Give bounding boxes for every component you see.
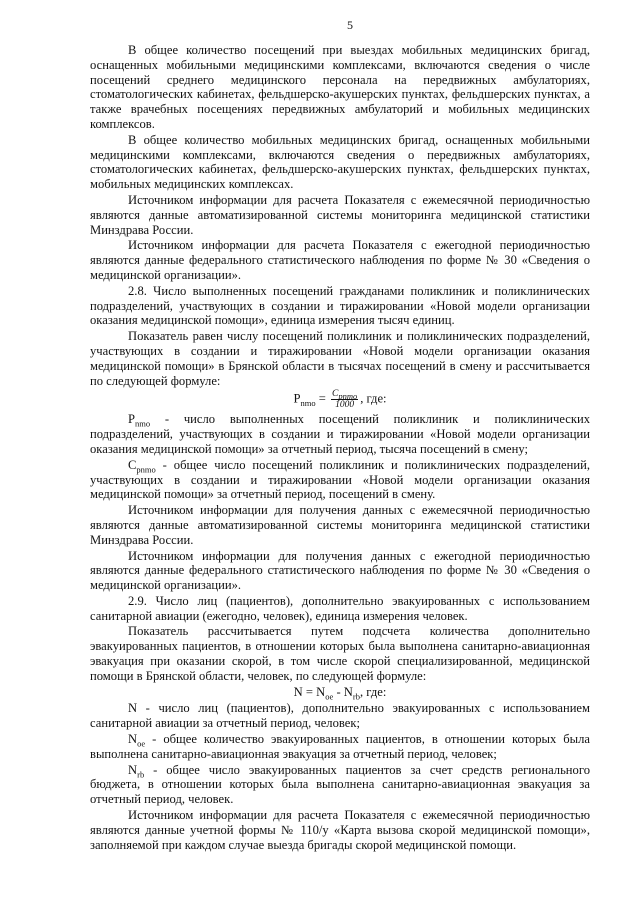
formula-tail: , где:: [360, 391, 387, 406]
paragraph: Источником информации для получения данных с ежегодной периодичностью являются данные федерального статистического наблюдения по форме № 30 «Сведения о медицинской организации».: [90, 548, 590, 593]
document-body: [90, 43, 590, 852]
page-number: 5: [347, 18, 353, 32]
paragraph: Источником информации для расчета Показателя с ежемесячной периодичностью являются данные автоматизированной системы мониторинга медицинской статистики Минздрава России.: [90, 192, 590, 237]
formula-n: [90, 685, 590, 700]
paragraph: Источником информации для расчета Показателя с ежегодной периодичностью являются данные федерального статистического наблюдения по форме № 30 «Сведения о медицинской организации».: [90, 238, 590, 282]
paragraph: Показатель рассчитывается путем подсчета количества дополнительно эвакуированных пациентов, в отношении которых была выполнена санитарно-авиационная эвакуация при оказании скорой, в том числе скорой специализированной, медицинской помощи в Брянской области, человек, по следующей формуле:: [90, 624, 590, 683]
definition-symbol: P: [128, 412, 136, 427]
formula-operator: =: [302, 684, 317, 699]
fraction-numerator: [331, 389, 358, 400]
definition-c-pnmo: [90, 458, 590, 502]
definition-text: - число выполненных посещений поликлиник и поликлинических подразделений, участвующих в создании и тиражировании «Новой модели организации оказания медицинской помощи» за отчетный период, тысяча посещений в смену;: [90, 412, 590, 456]
formula-p-nmo: [90, 389, 590, 410]
definition-subscript: oe: [137, 738, 146, 749]
definition-subscript: rb: [137, 769, 145, 780]
formula-symbol: N: [343, 684, 353, 699]
definition-text: - общее количество эвакуированных пациентов, в отношении которых была выполнена санитарно-авиационная эвакуация за отчетный период, человек;: [90, 732, 590, 761]
paragraph: Источником информации для расчета Показателя с ежемесячной периодичностью являются данные учетной формы № 110/у «Карта вызова скорой медицинской помощи», заполняемой при каждом случае выезда бригады скорой медицинской помощи.: [90, 808, 590, 852]
definition-subscript: pnmo: [136, 464, 156, 475]
formula-symbol: N: [316, 684, 326, 699]
formula-tail: , где:: [360, 684, 387, 699]
definition-text: - общее число эвакуированных пациентов за счет средств регионального бюджета, в отношении которых была выполнена санитарно-авиационная эвакуация за отчетный период, человек.: [90, 762, 590, 807]
definition-symbol: N: [128, 762, 138, 777]
formula-operator: =: [315, 391, 329, 406]
section-2-8-heading: 2.8. Число выполненных посещений гражданами поликлиник и поликлинических подразделений, участвующих в создании и тиражировании «Новой модели организации оказания медицинской помощи», единица измерения тысяч единиц.: [90, 283, 590, 328]
definition-text: - общее число посещений поликлиник и поликлинических подразделений, участвующих в создании и тиражировании «Новой модели организации оказания медицинской помощи» за отчетный период, посещений в смену.: [90, 457, 590, 502]
definition-n: [90, 701, 590, 731]
definition-subscript: nmo: [135, 418, 151, 429]
formula-operator: -: [333, 684, 344, 699]
formula-subscript: nmo: [300, 398, 316, 409]
definition-text: - число лиц (пациентов), дополнительно эвакуированных с использованием санитарной авиации за отчетный период, человек;: [90, 701, 590, 731]
definition-n-oe: [90, 732, 590, 762]
paragraph: В общее количество посещений при выездах мобильных медицинских бригад, оснащенных мобильными медицинскими комплексами, включаются сведения о числе посещений среднего медицинского персонала на передвижных амбулаториях, стоматологических кабинетах, фельдшерско-акушерских пунктах, фельдшерских пунктах, а также врачебных посещениях передвижных амбулаторий и мобильных медицинских комплексов.: [90, 43, 590, 131]
section-2-9-heading: 2.9. Число лиц (пациентов), дополнительно эвакуированных с использованием санитарной авиации (ежегодно, человек), единица измерения человек.: [90, 593, 590, 623]
numerator-symbol: C: [331, 389, 339, 400]
formula-subscript: oe: [325, 691, 334, 702]
formula-fraction: [331, 389, 358, 410]
definition-symbol: N: [128, 701, 138, 716]
formula-symbol: N: [293, 684, 303, 699]
formula-subscript: rb: [352, 691, 360, 702]
paragraph: Источником информации для получения данных с ежемесячной периодичностью являются данные автоматизированной системы мониторинга медицинской статистики Минздрава России.: [90, 503, 590, 547]
numerator-subscript: pnmo: [338, 391, 358, 402]
definition-p-nmo: [90, 412, 590, 456]
definition-n-rb: [90, 763, 590, 807]
fraction-denominator: 1000: [335, 400, 355, 411]
definition-symbol: C: [128, 457, 137, 472]
paragraph: Показатель равен числу посещений поликлиник и поликлинических подразделений, участвующих в создании и тиражировании «Новой модели организации оказания медицинской помощи» в Брянской области в тысячах посещений в смену и рассчитывается по следующей формуле:: [90, 329, 590, 388]
paragraph: В общее количество мобильных медицинских бригад, оснащенных мобильными медицинскими комплексами, включаются сведения о передвижных амбулаториях, стоматологических кабинетах, фельдшерско-акушерских пунктах, фельдшерских пунктах, мобильных медицинских комплексах.: [90, 132, 590, 192]
formula-symbol: P: [293, 391, 301, 406]
definition-symbol: N: [128, 732, 138, 747]
